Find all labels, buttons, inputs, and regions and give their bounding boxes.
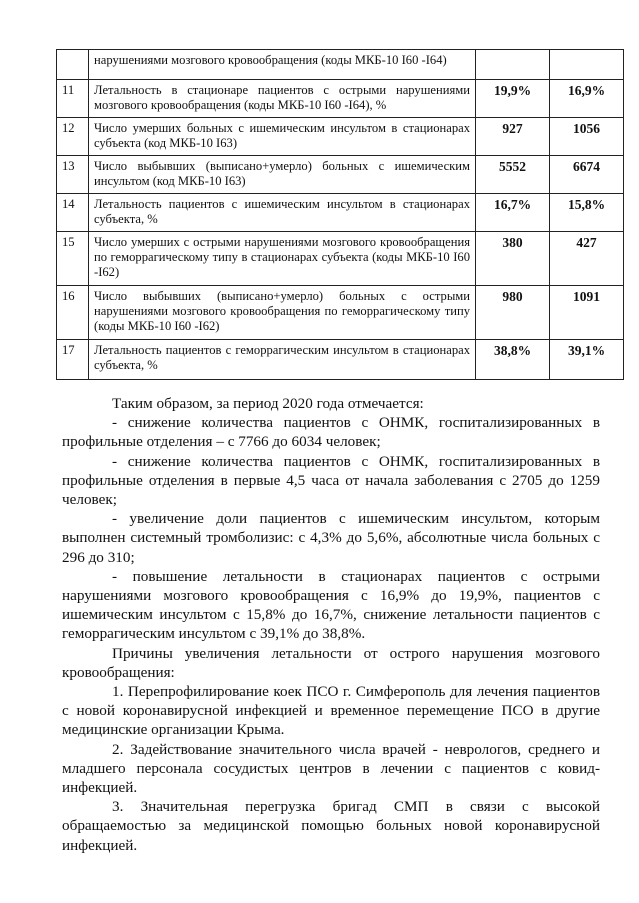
row-number: 16	[57, 286, 89, 340]
value-2020: 5552	[476, 156, 550, 194]
summary-intro: Таким образом, за период 2020 года отмечается:	[112, 395, 424, 412]
row-description: Число выбывших (выписано+умерло) больных с острыми нарушениями мозгового кровообращения по геморрагическому типу (коды МКБ-10 I60 -I62)	[89, 286, 476, 340]
value-2019: 1056	[550, 118, 624, 156]
value-2019: 6674	[550, 156, 624, 194]
cause-3: 3. Значительная перегрузка бригад СМП в связи с высокой обращаемостью за медицинской помощью больных новой коронавирусной инфекцией.	[62, 798, 600, 854]
value-2020: 19,9%	[476, 80, 550, 118]
value-2020: 380	[476, 232, 550, 286]
table-row	[57, 50, 624, 80]
row-description: Число выбывших (выписано+умерло) больных с ишемическим инсультом (код МКБ-10 I63)	[89, 156, 476, 194]
table-row	[57, 80, 624, 118]
row-number: 13	[57, 156, 89, 194]
value-2020	[476, 50, 550, 80]
value-2020: 980	[476, 286, 550, 340]
summary-text	[62, 394, 600, 855]
value-2019: 16,9%	[550, 80, 624, 118]
bullet-thrombolysis: - увеличение доли пациентов с ишемическим инсультом, которым выполнен системный тромболизис: с 4,3% до 5,6%, абсолютные числа больных с 296 до 310;	[62, 510, 600, 566]
row-description: Летальность пациентов с ишемическим инсультом в стационарах субъекта, %	[89, 194, 476, 232]
row-description: Летальность пациентов с геморрагическим инсультом в стационарах субъекта, %	[89, 340, 476, 380]
causes-heading: Причины увеличения летальности от острого нарушения мозгового кровообращения:	[62, 644, 600, 681]
bullet-early-admissions: - снижение количества пациентов с ОНМК, госпитализированных в профильные отделения в первые 4,5 часа от начала заболевания с 2705 до 1259 человек;	[62, 452, 600, 509]
table-row	[57, 156, 624, 194]
row-number: 17	[57, 340, 89, 380]
row-description: Число умерших больных с ишемическим инсультом в стационарах субъекта (код МКБ-10 I63)	[89, 118, 476, 156]
bullet-admissions: - снижение количества пациентов с ОНМК, госпитализированных в профильные отделения – с 7766 до 6034 человек;	[62, 414, 600, 451]
table-row	[57, 232, 624, 286]
row-number: 14	[57, 194, 89, 232]
row-description: Число умерших с острыми нарушениями мозгового кровообращения по геморрагическому типу в стационарах субъекта (коды МКБ-10 I60 -I62)	[89, 232, 476, 286]
value-2020: 16,7%	[476, 194, 550, 232]
value-2019: 427	[550, 232, 624, 286]
row-number: 11	[57, 80, 89, 118]
table-row	[57, 194, 624, 232]
table-row	[57, 286, 624, 340]
row-number	[57, 50, 89, 80]
value-2020: 927	[476, 118, 550, 156]
statistics-table	[56, 49, 624, 380]
row-description: нарушениями мозгового кровообращения (коды МКБ-10 I60 -I64)	[89, 50, 476, 80]
value-2019: 15,8%	[550, 194, 624, 232]
row-description: Летальность в стационаре пациентов с острыми нарушениями мозгового кровообращения (коды МКБ-10 I60 -I64), %	[89, 80, 476, 118]
value-2020: 38,8%	[476, 340, 550, 380]
row-number: 15	[57, 232, 89, 286]
table-row	[57, 118, 624, 156]
value-2019: 1091	[550, 286, 624, 340]
cause-2: 2. Задействование значительного числа врачей - неврологов, среднего и младшего персонала сосудистых центров в лечении с пациентов с ковид-инфекцией.	[62, 740, 600, 797]
value-2019	[550, 50, 624, 80]
table-row	[57, 340, 624, 380]
row-number: 12	[57, 118, 89, 156]
cause-1: 1. Перепрофилирование коек ПСО г. Симферополь для лечения пациентов с новой коронавирусной инфекцией и временное перемещение ПСО в другие медицинские организации Крыма.	[62, 683, 600, 739]
bullet-mortality: - повышение летальности в стационарах пациентов с острыми нарушениями мозгового кровообращения с 16,9% до 19,9%, пациентов с ишемическим инсультом с 15,8% до 16,7%, снижение летальности пациентов с геморрагическим инсультом с 39,1% до 38,8%.	[62, 567, 600, 643]
value-2019: 39,1%	[550, 340, 624, 380]
